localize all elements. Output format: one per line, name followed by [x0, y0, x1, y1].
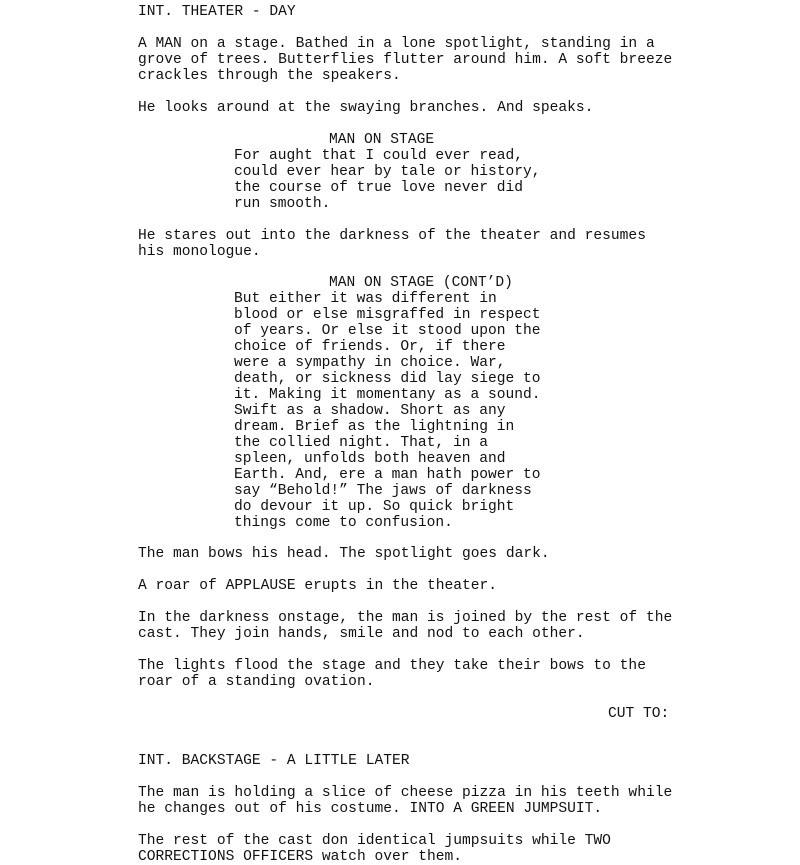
- scene-heading: INT. BACKSTAGE - A LITTLE LATER: [138, 753, 410, 769]
- dialogue-line: Swift as a shadow. Short as any: [234, 403, 506, 419]
- action-line: roar of a standing ovation.: [138, 674, 375, 690]
- action-line: The man is holding a slice of cheese pizza in his teeth while: [138, 785, 673, 801]
- action-line: CORRECTIONS OFFICERS watch over them.: [138, 849, 463, 865]
- action-line: In the darkness onstage, the man is joined by the rest of the: [138, 610, 673, 626]
- dialogue-line: the course of true love never did: [234, 180, 524, 196]
- dialogue-line: were a sympathy in choice. War,: [234, 355, 506, 371]
- action-line: The man bows his head. The spotlight goes dark.: [138, 546, 550, 562]
- dialogue-line: But either it was different in: [234, 291, 497, 307]
- action-line: cast. They join hands, smile and nod to each other.: [138, 626, 585, 642]
- dialogue-line: spleen, unfolds both heaven and: [234, 451, 506, 467]
- dialogue-line: dream. Brief as the lightning in: [234, 419, 515, 435]
- dialogue-line: say “Behold!” The jaws of darkness: [234, 483, 532, 499]
- dialogue-line: blood or else misgraffed in respect: [234, 307, 541, 323]
- action-line: He looks around at the swaying branches. And speaks.: [138, 100, 594, 116]
- dialogue-line: run smooth.: [234, 196, 331, 212]
- action-line: he changes out of his costume. INTO A GREEN JUMPSUIT.: [138, 801, 603, 817]
- dialogue-line: the collied night. That, in a: [234, 435, 488, 451]
- dialogue-line: death, or sickness did lay siege to: [234, 371, 541, 387]
- dialogue-line: For aught that I could ever read,: [234, 148, 524, 164]
- action-line: The rest of the cast don identical jumpsuits while TWO: [138, 833, 611, 849]
- dialogue-line: Earth. And, ere a man hath power to: [234, 467, 541, 483]
- dialogue-line: choice of friends. Or, if there: [234, 339, 506, 355]
- action-line: crackles through the speakers.: [138, 68, 401, 84]
- character-cue: MAN ON STAGE (CONT’D): [329, 275, 513, 291]
- action-line: A MAN on a stage. Bathed in a lone spotlight, standing in a: [138, 36, 655, 52]
- transition: CUT TO:: [608, 706, 670, 722]
- dialogue-line: do devour it up. So quick bright: [234, 499, 515, 515]
- action-line: grove of trees. Butterflies flutter around him. A soft breeze: [138, 52, 673, 68]
- action-line: He stares out into the darkness of the theater and resumes: [138, 228, 646, 244]
- action-line: his monologue.: [138, 244, 261, 260]
- dialogue-line: it. Making it momentany as a sound.: [234, 387, 541, 403]
- character-cue: MAN ON STAGE: [329, 132, 435, 148]
- scene-heading: INT. THEATER - DAY: [138, 4, 296, 20]
- dialogue-line: things come to confusion.: [234, 515, 453, 531]
- action-line: A roar of APPLAUSE erupts in the theater.: [138, 578, 498, 594]
- action-line: The lights flood the stage and they take their bows to the: [138, 658, 646, 674]
- dialogue-line: of years. Or else it stood upon the: [234, 323, 541, 339]
- dialogue-line: could ever hear by tale or history,: [234, 164, 541, 180]
